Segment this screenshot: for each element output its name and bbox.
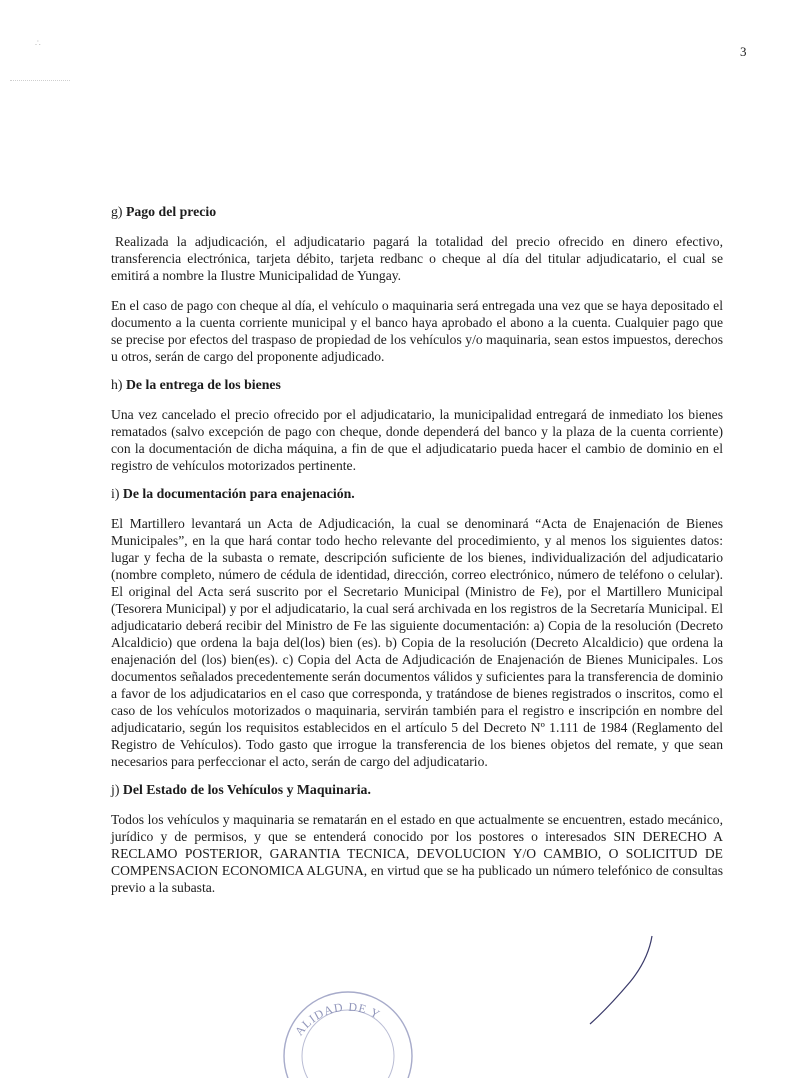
section-heading — [111, 781, 723, 798]
section-title: De la entrega de los bienes — [125, 377, 281, 392]
section-heading — [111, 485, 723, 502]
section-entrega-de-bienes — [111, 376, 723, 474]
section-title: Del Estado de los Vehículos y Maquinaria. — [122, 782, 371, 797]
section-title: De la documentación para enajenación. — [122, 486, 355, 501]
paragraph: El Martillero levantará un Acta de Adjudicación, la cual se denominará “Acta de Enajenación de Bienes Municipales”, en la que hará contar todo hecho relevante del procedimiento, y al menos los siguientes datos: lugar y fecha de la subasta o remate, descripción suficiente de los bienes, individualización del adjudicatario (nombre completo, número de cédula de identidad, dirección, correo electrónico, número de teléfono o celular). El original del Acta será suscrito por el Secretario Municipal (Ministro de Fe), por el Martillero Municipal (Tesorera Municipal) y por el adjudicatario, la cual será archivada en los registros de la Secretaría Municipal. El adjudicatario deberá recibir del Ministro de Fe las siguiente documentación: a) Copia de la resolución (Decreto Alcaldicio) que ordena la baja del(los) bien (es). b) Copia de la resolución (Decreto Alcaldicio) que ordena la enajenación del (los) bien(es). c) Copia del Acta de Adjudicación de Enajenación de Bienes Municipales. Los documentos señalados precedentemente serán documentos válidos y suficientes para la transferencia de dominio a favor de los adjudicatarios en el caso que corresponda, y tratándose de bienes registrados o inscritos, como el caso de los vehículos motorizados o maquinaria, servirán también para el registro e inscripción en nombre del adjudicatario, según los requisitos establecidos en el artículo 5 del Decreto Nº 1.111 de 1984 (Reglamento del Registro de Vehículos). Todo gasto que irrogue la transferencia de los bienes objetos del remate, y que sean necesarios para perfeccionar el acto, serán de cargo del adjudicatario. — [111, 516, 723, 769]
paragraph: Una vez cancelado el precio ofrecido por el adjudicatario, la municipalidad entregará de inmediato los bienes rematados (salvo excepción de pago con cheque, donde dependerá del banco y la plaza de la cuenta corriente) con la documentación de dicha máquina, a fin de que el adjudicatario pueda hacer el cambio de dominio en el registro de vehículos motorizados pertinente. — [111, 407, 723, 473]
section-estado-vehiculos — [111, 781, 723, 896]
paragraph: Realizada la adjudicación, el adjudicatario pagará la totalidad del precio ofrecido en dinero efectivo, transferencia electrónica, tarjeta débito, tarjeta redbanc o cheque al día del titular adjudicatario, el cual se emitirá a nombre la Ilustre Municipalidad de Yungay. — [111, 234, 723, 283]
section-letter: h) — [111, 377, 123, 392]
section-documentacion-enajenacion — [111, 485, 723, 770]
section-heading — [111, 203, 723, 220]
section-letter: g) — [111, 204, 123, 219]
paragraph: Todos los vehículos y maquinaria se rematarán en el estado en que actualmente se encuentren, estado mecánico, jurídico y de permisos, y que se entenderá conocido por los postores o interesados SIN DERECHO A RECLAMO POSTERIOR, GARANTIA TECNICA, DEVOLUCION Y/O CAMBIO, O SOLICITUD DE COMPENSACION ECONOMICA ALGUNA, en virtud que se ha publicado un número telefónico de consultas previo a la subasta. — [111, 812, 723, 895]
page-number: 3 — [740, 44, 747, 59]
section-letter: i) — [111, 486, 120, 501]
section-title: Pago del precio — [125, 204, 217, 219]
signature — [560, 930, 680, 1030]
section-letter: j) — [111, 782, 120, 797]
scan-artifact-line — [10, 80, 70, 81]
document-body — [111, 203, 723, 909]
svg-text:ALIDAD DE Y — [292, 1000, 383, 1039]
section-pago-del-precio — [111, 203, 723, 365]
municipal-stamp — [278, 968, 418, 1078]
section-heading — [111, 376, 723, 393]
paragraph: En el caso de pago con cheque al día, el vehículo o maquinaria será entregada una vez que se haya depositado el documento a la cuenta corriente municipal y el banco haya aprobado el abono a la cuenta. Cualquier pago que se precise por efectos del traspaso de propiedad de los vehículos y/o maquinaria, sean estos impuestos, derechos u otros, serán de cargo del proponente adjudicado. — [111, 298, 723, 364]
stamp-text: ALIDAD DE Y — [291, 999, 383, 1039]
scan-artifact: ∴ — [35, 38, 41, 48]
